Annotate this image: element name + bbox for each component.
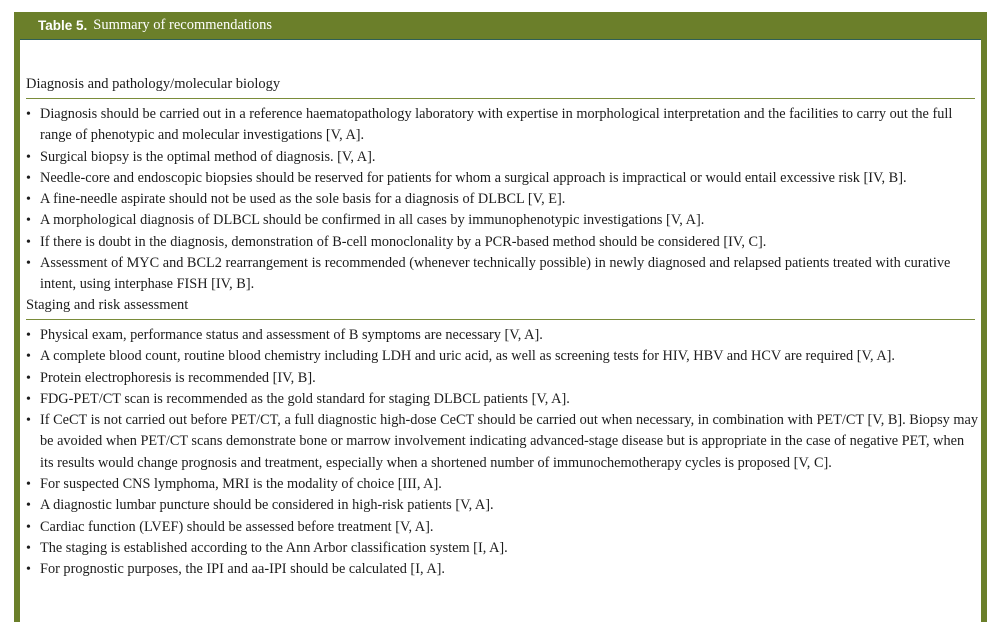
list-item: • If CeCT is not carried out before PET/CT, a full diagnostic high-dose CeCT should be carried out when necessary, in combination with PET/CT [V, B]. Biopsy may be avoided when PET/CT scans demonstrate bone or marrow involvement indicating advanced-stage disease but is appropriate in the case of negative PET, when its results would change prognosis and treatment, especially when a shortened number of immunochemotherapy cycles is proposed [V, C]. bbox=[26, 410, 978, 474]
list-item: • For suspected CNS lymphoma, MRI is the modality of choice [III, A]. bbox=[26, 474, 978, 495]
section-heading-diagnosis: Diagnosis and pathology/molecular biology bbox=[26, 75, 975, 99]
list-item: • For prognostic purposes, the IPI and aa-IPI should be calculated [I, A]. bbox=[26, 559, 978, 580]
section-heading-staging: Staging and risk assessment bbox=[26, 296, 975, 320]
staging-list bbox=[26, 325, 978, 581]
list-item: • Needle-core and endoscopic biopsies should be reserved for patients for whom a surgical approach is impractical or would entail excessive risk [IV, B]. bbox=[26, 168, 978, 189]
list-item: • Physical exam, performance status and assessment of B symptoms are necessary [V, A]. bbox=[26, 325, 978, 346]
table-body bbox=[20, 39, 981, 629]
list-item: • If there is doubt in the diagnosis, demonstration of B-cell monoclonality by a PCR-based method should be considered [IV, C]. bbox=[26, 232, 978, 253]
list-item: • Assessment of MYC and BCL2 rearrangement is recommended (whenever technically possible) in newly diagnosed and relapsed patients treated with curative intent, using interphase FISH [IV, B]. bbox=[26, 253, 978, 296]
table-label: Table 5. bbox=[38, 18, 88, 33]
table-frame bbox=[14, 12, 987, 622]
list-item: • A morphological diagnosis of DLBCL should be confirmed in all cases by immunophenotypic investigations [V, A]. bbox=[26, 210, 978, 231]
table-caption bbox=[14, 12, 987, 39]
list-item: • Diagnosis should be carried out in a reference haematopathology laboratory with expertise in morphological interpretation and the facilities to carry out the full range of phenotypic and molecular investigations [V, A]. bbox=[26, 104, 978, 147]
list-item: • A fine-needle aspirate should not be used as the sole basis for a diagnosis of DLBCL [V, E]. bbox=[26, 189, 978, 210]
list-item: • Surgical biopsy is the optimal method of diagnosis. [V, A]. bbox=[26, 147, 978, 168]
list-item: • A diagnostic lumbar puncture should be considered in high-risk patients [V, A]. bbox=[26, 495, 978, 516]
diagnosis-list bbox=[26, 104, 978, 296]
list-item: • Protein electrophoresis is recommended [IV, B]. bbox=[26, 368, 978, 389]
list-item: • Cardiac function (LVEF) should be assessed before treatment [V, A]. bbox=[26, 517, 978, 538]
list-item: • FDG-PET/CT scan is recommended as the gold standard for staging DLBCL patients [V, A]. bbox=[26, 389, 978, 410]
table-title: Summary of recommendations bbox=[93, 17, 273, 33]
list-item: • The staging is established according to the Ann Arbor classification system [I, A]. bbox=[26, 538, 978, 559]
list-item: • A complete blood count, routine blood chemistry including LDH and uric acid, as well as screening tests for HIV, HBV and HCV are required [V, A]. bbox=[26, 346, 978, 367]
